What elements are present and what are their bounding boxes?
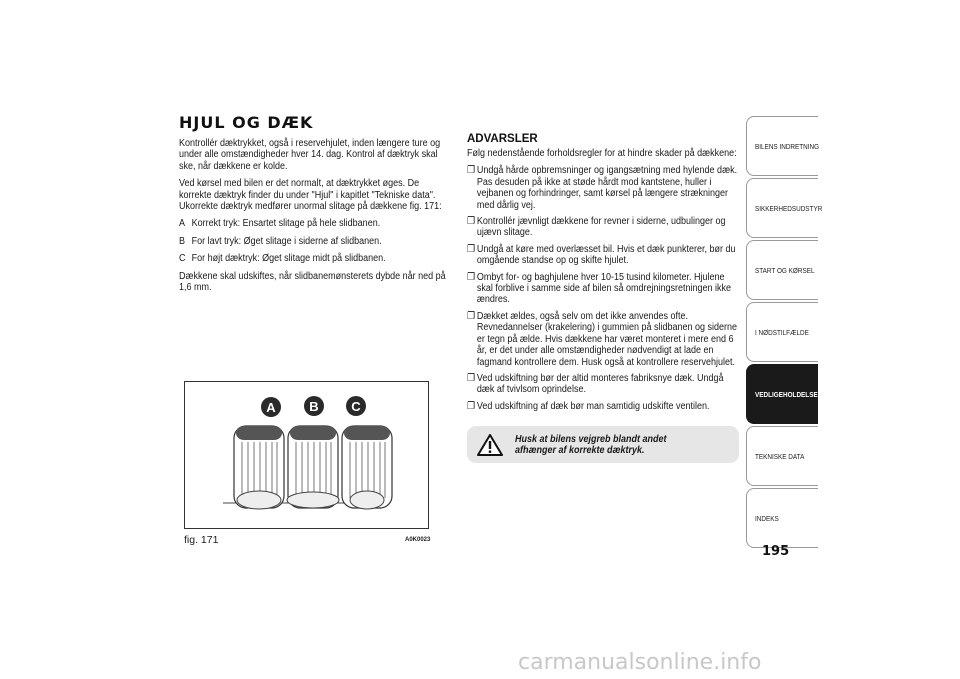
tab-tekniske-data[interactable]: [746, 426, 818, 486]
chapter-tabs: [746, 116, 823, 550]
bullet-text: Ombyt for- og baghjulene hver 10-15 tusind kilometer. Hjulene skal forblive i samme side af bilen så omdrejningsretningen ikke ændres.: [476, 271, 732, 306]
watermark: carmanualsonline.info: [518, 650, 762, 675]
figure-code: A0K0023: [405, 537, 431, 543]
tab-label: I NØDSTILFÆLDE: [755, 327, 809, 337]
tab-label: TEKNISKE DATA: [755, 451, 805, 461]
checkbox-bullet-icon: ❐: [467, 310, 476, 322]
list-letter: B: [179, 235, 186, 247]
left-column: [179, 113, 451, 299]
tab-indeks[interactable]: [746, 488, 818, 548]
list-item: [179, 218, 451, 229]
list-item: [467, 401, 739, 412]
tire-illustration: [185, 382, 428, 528]
tire-a: [234, 426, 284, 509]
bullet-text: Dækket ældes, også selv om det ikke anvendes ofte. Revnedannelser (krakelering) i gummien på slidbanen og siderne er tegn på ælde. Hvis dækkene har været monteret i mere end 6 år, er det under alle omstændigheder nødvendigt at lade en fagmand kontrollere dem. Husk også at kontrollere reservehjulet.: [476, 310, 738, 368]
tab-label: INDEKS: [755, 513, 779, 523]
bullet-text: Kontrollér jævnligt dækkene for revner i siderne, udbulinger og ujævn slitage.: [476, 216, 726, 239]
checkbox-bullet-icon: ❐: [467, 400, 476, 412]
intro-paragraph: Kontrollér dæktrykket, også i reservehjulet, inden længere ture og under alle omstændigheder hver 14. dag. Kontrol af dæktryk skal ske, når dækkene er kolde.: [179, 138, 441, 172]
list-text: For lavt tryk: Øget slitage i siderne af slidbanen.: [191, 235, 382, 247]
warning-triangle-icon: [477, 434, 503, 456]
checkbox-bullet-icon: ❐: [467, 243, 476, 255]
bullet-text: Undgå at køre med overlæsset bil. Hvis et dæk punkterer, bør du omgående standse op og skifte hjulet.: [476, 243, 736, 267]
tire-b: [287, 426, 339, 508]
list-item: [467, 244, 739, 267]
list-item: [467, 216, 739, 239]
tab-label: SIKKERHEDSUDSTYR: [755, 203, 823, 213]
bullet-text: Undgå hårde opbremsninger og igangsætning med hylende dæk. Pas desuden på ikke at støde hårdt mod kantstene, huller i vejbanen og forhindringer, samt kørsel på længere strækninger med dårlig vej.: [476, 165, 738, 211]
warnings-intro: Følg nedenstående forholdsregler for at hindre skader på dækkene:: [467, 148, 737, 159]
tab-label: VEDLIGEHOLDELSE: [755, 389, 818, 399]
list-text: For højt dæktryk: Øget slitage midt på slidbanen.: [191, 253, 386, 265]
checkbox-bullet-icon: ❐: [467, 216, 476, 228]
tab-label: BILENS INDRETNING: [755, 141, 820, 151]
list-text: Korrekt tryk: Ensartet slitage på hele slidbanen.: [191, 218, 381, 230]
warning-text: Husk at bilens vejgreb blandt andet afhænger af korrekte dæktryk.: [515, 433, 667, 456]
label-b: B: [309, 399, 319, 414]
checkbox-bullet-icon: ❐: [467, 271, 476, 283]
label-c: C: [351, 399, 361, 414]
list-item: [467, 165, 739, 211]
tab-i-nodstilfaelde[interactable]: [746, 302, 818, 362]
tab-start-og-korsel[interactable]: [746, 240, 818, 300]
list-item: [467, 373, 739, 396]
tire-c: [342, 426, 392, 509]
list-item: [179, 236, 451, 247]
list-letter: A: [179, 218, 186, 230]
checkbox-bullet-icon: ❐: [467, 372, 476, 384]
list-letter: C: [179, 253, 186, 265]
tab-bilens-indretning[interactable]: [746, 116, 818, 176]
list-item: [467, 311, 739, 368]
warning-box: [467, 426, 739, 463]
list-item: [179, 253, 451, 264]
list-item: [467, 272, 739, 306]
tab-label: START OG KØRSEL: [755, 265, 815, 275]
bullet-text: Ved udskiftning bør der altid monteres fabriksnye dæk. Undgå dæk af tvivlsom oprindelse.: [476, 372, 724, 396]
pressure-paragraph: Ved kørsel med bilen er det normalt, at dæktrykket øges. De korrekte dæktryk finder du under "Hjul" i kapitlet "Tekniske data". Ukorrekte dæktryk medfører unormal slitage på dækkene fig. 171:: [179, 178, 442, 213]
tab-sikkerhedsudstyr[interactable]: [746, 178, 823, 238]
wear-list: [179, 218, 451, 264]
checkbox-bullet-icon: ❐: [467, 165, 476, 177]
label-a: A: [266, 400, 276, 415]
warnings-list: [467, 165, 739, 412]
page-number: 195: [762, 544, 790, 559]
figure-caption: fig. 171: [184, 534, 219, 546]
bullet-text: Ved udskiftning af dæk bør man samtidig udskifte ventilen.: [476, 400, 710, 412]
tread-depth-paragraph: Dækkene skal udskiftes, når slidbanemønsterets dybde når ned på 1,6 mm.: [179, 270, 446, 294]
warnings-heading: ADVARSLER: [467, 133, 538, 145]
right-column: [467, 133, 739, 463]
tab-vedligeholdelse[interactable]: [746, 364, 818, 424]
section-heading: HJUL OG DÆK: [179, 113, 314, 132]
tire-wear-figure: [184, 381, 429, 529]
